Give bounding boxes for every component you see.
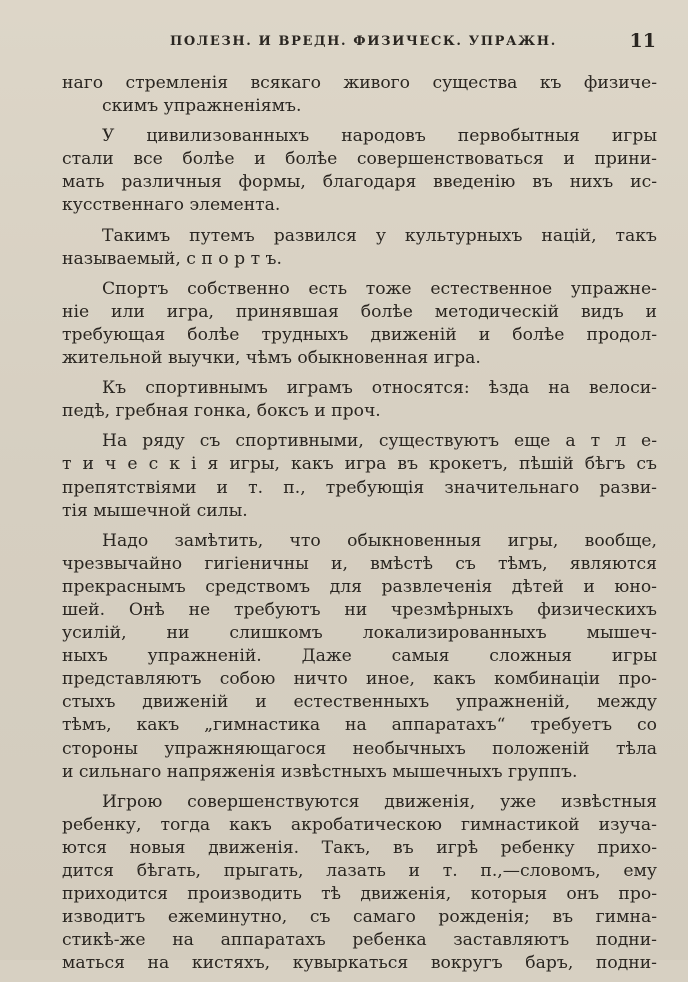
text-line: маться на кистяхъ, кувыркаться вокругъ баръ, подни-	[62, 953, 657, 974]
text-line: наго стремленія всякаго живого существа къ физиче-	[62, 73, 657, 93]
text-line: стыхъ движеній и естественныхъ упражненій, между	[62, 692, 657, 713]
text-line: скимъ упражненіямъ.	[102, 96, 302, 117]
text-line: тѣмъ, какъ „гимнастика на аппаратахъ“ требуетъ со	[62, 715, 657, 736]
text-line: стороны упражняющагося необычныхъ положеній тѣла	[62, 738, 657, 759]
text-line: дится бѣгать, прыгать, лазать и т. п.,—словомъ, ему	[62, 861, 657, 881]
text-line: Спортъ собственно есть тоже естественное упражне-	[102, 278, 657, 299]
text-line: мать различныя формы, благодаря введенію въ нихъ ис-	[62, 172, 657, 193]
text-line: требующая болѣе трудныхъ движеній и болѣе продол-	[62, 324, 657, 345]
text-line: Игрою совершенствуются движенія, уже извѣстныя	[102, 791, 657, 812]
paragraph	[62, 530, 657, 784]
text-line: Къ спортивнымъ играмъ относятся: ѣзда на велоси-	[102, 378, 657, 399]
text-line: кусственнаго элемента.	[62, 195, 281, 216]
paragraph	[62, 278, 657, 370]
running-title: ПОЛЕЗН. И ВРЕДН. ФИЗИЧЕСК. УПРАЖН.	[170, 34, 557, 49]
text-line: препятствіями и т. п., требующія значительнаго разви-	[62, 477, 657, 498]
text-line: У цивилизованныхъ народовъ первобытныя игры	[102, 126, 657, 147]
text-line: и сильнаго напряженія извѣстныхъ мышечныхъ группъ.	[62, 761, 578, 782]
text-line: ются новыя движенія. Такъ, въ игрѣ ребенку прихо-	[62, 837, 657, 858]
text-line: чрезвычайно гигіеничны и, вмѣстѣ съ тѣмъ, являются	[62, 553, 657, 574]
text-line: т и ч е с к і я игры, какъ игра въ крокетъ, пѣшій бѣгъ съ	[62, 454, 657, 475]
text-line: Надо замѣтить, что обыкновенныя игры, вообще,	[102, 530, 657, 551]
text-line: усилій, ни слишкомъ локализированныхъ мышеч-	[62, 623, 657, 644]
text-line: тія мышечной силы.	[62, 500, 248, 521]
paragraph	[62, 791, 657, 976]
paragraph	[62, 430, 657, 522]
text-line: представляютъ собою ничто иное, какъ комбинаціи про-	[62, 669, 657, 690]
text-line: ныхъ упражненій. Даже самыя сложныя игры	[62, 646, 657, 667]
body-text	[62, 72, 657, 982]
paragraph	[62, 225, 657, 271]
text-line: изводитъ ежеминутно, съ самаго рожденія; въ гимна-	[62, 907, 657, 928]
text-line: приходится производить тѣ движенія, которыя онъ про-	[62, 884, 657, 905]
text-line: ребенку, тогда какъ акробатическою гимнастикой изуча-	[62, 814, 657, 835]
paragraph	[62, 377, 657, 423]
text-line: шей. Онѣ не требуютъ ни чрезмѣрныхъ физическихъ	[62, 599, 657, 620]
text-line: жительной выучки, чѣмъ обыкновенная игра.	[62, 348, 481, 369]
page-number: 11	[629, 30, 656, 52]
text-line: стикѣ-же на аппаратахъ ребенка заставляютъ подни-	[62, 930, 657, 951]
text-line: стали все болѣе и болѣе совершенствоваться и прини-	[62, 149, 657, 170]
text-line: ніе или игра, принявшая болѣе методическій видъ и	[62, 301, 657, 322]
text-line: На ряду съ спортивными, существуютъ еще а т л е-	[102, 431, 657, 452]
text-line: прекраснымъ средствомъ для развлеченія дѣтей и юно-	[62, 576, 657, 597]
running-header	[160, 30, 660, 54]
paragraph	[62, 125, 657, 217]
text-line: называемый, с п о р т ъ.	[62, 248, 282, 269]
paragraph	[62, 72, 657, 118]
text-line: Такимъ путемъ развился у культурныхъ націй, такъ	[102, 225, 657, 246]
text-line: педѣ, гребная гонка, боксъ и проч.	[62, 401, 381, 422]
